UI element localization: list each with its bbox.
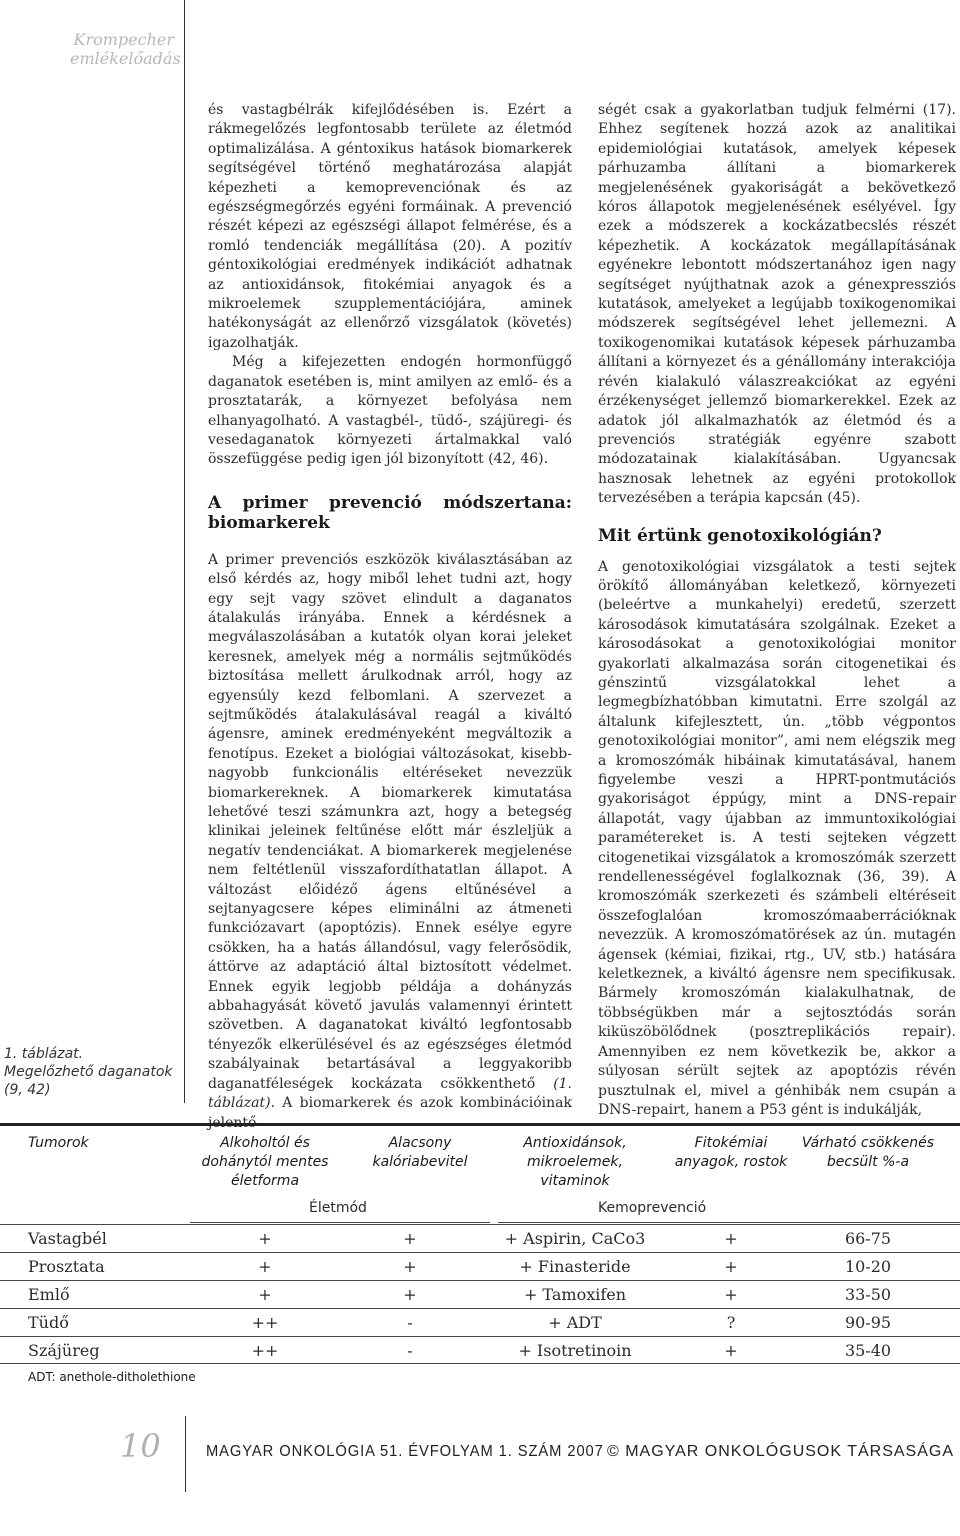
paragraph: ségét csak a gyakorlatban tudjuk felmérni (17). Ehhez segítenek hozzá azok az analitikai epidemiológiai kutatások, amelyek képesek párhuzamba állítani a biomarkerek megjelenésének gyakoriságát a bekövetkező kóros állapotok megjelenésének esélyével. Így ezek a módszerek a kockázatbecslés részét képezhetik. A kockázatok megállapításának egyénekre lebontott módszertanához igen nagy segítséget nyújthatnak azok a génexpressziós kutatások, amelyeket a legújabb toxikogenomikai módszerek segítségével lehet jellemezni. A toxikogenomikai kutatások képesek párhuzamba állítani a környezet és a génállomány interakciója révén kialakuló válaszreakciókat az egyéni érzékenységet jellemző biomarkerekkel. Ezek az adatok jól alkalmazhatók az életmód és a prevenciós stratégiák egyénre szabott módozatainak kialakításában. Ugyancsak hasznosak lehetnek az egyéni protokollok tervezésében a terápia kapcsán (45). [598,102,956,507]
cell-alcohol: + [258,1229,272,1248]
text-column-right [598,101,956,1120]
page-number: 10 [120,1427,161,1465]
cell-tumor: Prosztata [28,1257,105,1276]
text-column-left [208,101,572,1133]
paragraph: A genotoxikológiai vizsgálatok a testi sejtek örökítő állományában keletkező, környezeti (beleértve a munkahelyi) eredetű, szerzett károsodások kimutatására szolgálnak. Ezeket a károsodásokat a genotoxikológiai monitor gyakorlati alkalmazása során citogenetikai és génszintű vizsgálatokkal lehet a legmegbízhatóbban kimutatni. Erre szolgál az általunk kifejlesztett, ún. „több végpontos genotoxikológiai monitor”, ami nem elégszik meg a kromoszómák hibáinak kimutatásával, hanem figyelembe veszi a HPRT-pontmutációs gyakoriságot éppúgy, mint a DNS-repair állapotát, vagy újabban az immuntoxikológiai paramétereket is. A testi sejteken végzett citogenetikai vizsgálatok a kromoszómák szerzett rendellenességével foglalkoznak (36, 39). A kromoszómák szerkezeti és számbeli eltéréseit összefoglalóan kromoszómaaberrációknak nevezzük. A kromoszómatörések az ún. mutagén ágensek (kémiai, fizikai, rtg., UV, stb.) hatására keletkeznek, a kiváltó ágensre nem specifikusak. Bármely kromoszómán kialakulhatnak, de többségükben már a sejtosztódás során kiküszöbölődnek (posztreplikációs repair). Amennyiben ez nem következik be, akkor a súlyosan sérült sejtek az apoptózis révén pusztulnak el, mivel a génhibák nem csupán a DNS-repairt, hanem a P53 gént is indukálják, [598,558,956,1118]
table-caption-label: 1. táblázat. [4,1046,84,1062]
cell-tumor: Tüdő [28,1313,69,1332]
section-heading: Mit értünk genotoxikológián? [598,525,882,546]
cell-antioxidant: + ADT [548,1313,602,1332]
cell-antioxidant: + Finasteride [519,1257,631,1276]
table-caption [4,1045,180,1099]
table-row [0,1336,960,1364]
cell-antioxidant: + Isotretinoin [518,1341,632,1360]
table-footnote: ADT: anethole-ditholethione [28,1370,196,1384]
footer-divider [185,1416,186,1492]
cell-phyto: ? [726,1313,736,1332]
cell-tumor: Vastagbél [28,1229,107,1248]
paragraph: Még a kifejezetten endogén hormonfüggő daganatok esetében is, mint amilyen az emlő- és a prosztatarák, a környezet befolyása nem elhanyagolható. A vastagbél-, tüdő-, szájüregi- és vesedaganatok környezeti ártalmakkal való összefüggése pedig igen jól bizonyított (42, 46). [208,354,572,468]
margin-divider [184,0,185,1103]
table-row [0,1252,960,1279]
paragraph-body: A primer prevenciós eszközök kiválasztásában az első kérdés az, hogy miből lehet tudni azt, hogy egy sejt vagy szövet elindult a daganatos átalakulás irányába. Ennek a kérdésnek a megválaszolásában a kutatók olyan korai jeleket keresnek, amelyek még a normális sejtműködés biztosítása mellett árulkodnak arról, hogy az egyensúly kezd felbomlani. A szervezet a sejtműködés átalakulásával reagál a kiváltó ágensre, aminek eredményeként megváltozik a fenotípus. Ezeket a biológiai változásokat, kisebb-nagyobb funkcionális eltéréseket nevezzük biomarkereknek. A biomarkerek kimutatása lehetővé teszi számunkra azt, hogy a betegség klinikai jeleinek feltűnése előtt már észleljük a negatív tendenciákat. A biomarkerek megjelenése nem feltétlenül visszafordíthatatlan állapot. A változást előidéző ágens eltűnésével a sejtanyagcsere képes eliminálni az átmeneti funkciózavart (apoptózis). Ennek esélye egyre csökken, ha a hatás állandósul, vagy felerősödik, áttörve az adaptáció által biztosított védelmet. Ennek egyik legjobb példája a dohányzás abbahagyását követő javulás valamennyi érintett szövetben. A daganatokat kiváltó legfontosabb tényezők elkerülésével és az egészséges életmód szabályainak betartásával a leggyakoribb daganatféleségek kockázata csökkenthető [208,551,572,1092]
group-lifestyle-rule [190,1222,490,1223]
paragraph [208,551,572,1133]
journal-issue: MAGYAR ONKOLÓGIA 51. ÉVFOLYAM 1. SZÁM 2007 [206,1443,604,1460]
cell-alcohol: ++ [251,1341,279,1360]
cell-phyto: + [724,1341,738,1360]
paragraph-tail: A biomarkerek és azok kombinációinak [282,1095,572,1112]
table-top-rule [0,1123,960,1126]
cell-calorie: + [403,1229,417,1248]
header-tumors: Tumorok [28,1135,89,1151]
cell-reduction: 10-20 [844,1257,892,1276]
cell-phyto: + [724,1257,738,1276]
group-lifestyle: Életmód [309,1200,367,1216]
series-title-line1: Krompecher [73,30,174,49]
cell-calorie: + [403,1285,417,1304]
header-antioxidants: Antioxidánsok, mikroelemek, vitaminok [523,1135,627,1189]
cell-reduction: 33-50 [844,1285,892,1304]
cell-calorie: - [407,1313,413,1332]
cell-alcohol: + [258,1257,272,1276]
cell-tumor: Emlő [28,1285,70,1304]
section-heading: A primer prevenció módszertana: biomarkerek [208,492,572,533]
cell-reduction: 90-95 [844,1313,892,1332]
table-row [0,1224,960,1251]
series-title [70,30,181,68]
cell-calorie: - [407,1341,413,1360]
cell-calorie: + [403,1257,417,1276]
copyright-notice: © MAGYAR ONKOLÓGUSOK TÁRSASÁGA [606,1443,954,1460]
cell-reduction: 66-75 [844,1229,892,1248]
cell-antioxidant: + Aspirin, CaCo3 [504,1229,646,1248]
header-expected-reduction: Várható csökkenés becsült %-a [801,1135,935,1170]
header-alcohol-tobacco: Alkoholtól és dohánytól mentes életforma [201,1135,329,1189]
table-row [0,1280,960,1307]
header-low-calorie: Alacsony kalóriabevitel [372,1135,468,1170]
cell-tumor: Szájüreg [28,1341,100,1360]
table-caption-title: Megelőzhető daganatok [4,1064,173,1080]
group-chemoprevention: Kemoprevenció [598,1200,707,1216]
cell-alcohol: ++ [251,1313,279,1332]
cell-phyto: + [724,1229,738,1248]
table-reference: (1. táblázat). [208,1075,573,1112]
header-phytochemicals: Fitokémiai anyagok, rostok [674,1135,788,1170]
cell-alcohol: + [258,1285,272,1304]
cell-antioxidant: + Tamoxifen [523,1285,627,1304]
table-caption-refs: (9, 42) [4,1082,51,1098]
group-chemo-rule [498,1222,960,1223]
cell-reduction: 35-40 [844,1341,892,1360]
paragraph: és vastagbélrák kifejlődésében is. Ezért a rákmegelőzés legfontosabb területe az életmód optimalizálása. A géntoxikus hatások biomarkerek segítségével történő meghatározása alapját képezheti a kemoprevenciónak és az egészségmegőrzés egyéni formáinak. A prevenció részét képezi az egészségi állapot felmérése, és a romló tendenciák megállítása (20). A pozitív géntoxikológiai eredmények indikációt adhatnak az antioxidánsok, fitokémiai anyagok és a mikroelemek szupplementációjára, aminek hatékonyságát az ellenőrző vizsgálatok (követés) igazolhatják. [208,102,572,351]
table-row [0,1308,960,1335]
cell-phyto: + [724,1285,738,1304]
series-title-line2: emlékelőadás [70,49,181,68]
